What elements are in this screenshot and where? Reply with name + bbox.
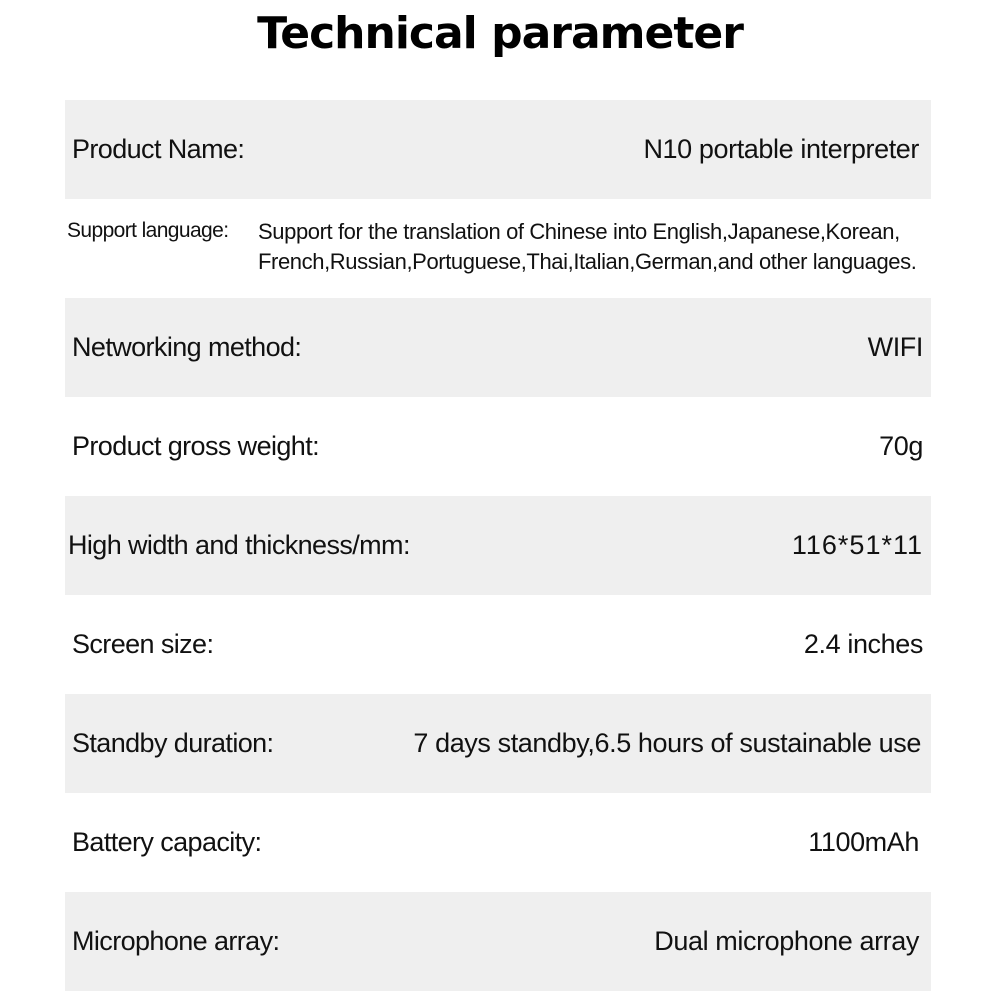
spec-label: Standby duration: bbox=[72, 728, 274, 758]
spec-label: Support language: bbox=[67, 219, 229, 242]
spec-table bbox=[65, 100, 931, 991]
spec-label: Product Name: bbox=[72, 134, 245, 164]
spec-row-dimensions bbox=[65, 496, 931, 595]
spec-row-networking-method bbox=[65, 298, 931, 397]
spec-value: 116*51*11 bbox=[791, 530, 923, 560]
spec-label: Product gross weight: bbox=[72, 431, 320, 461]
spec-row-gross-weight bbox=[65, 397, 931, 496]
spec-label: Microphone array: bbox=[72, 926, 280, 956]
spec-value: Dual microphone array bbox=[654, 926, 919, 956]
spec-value-line: Support for the translation of Chinese into English,Japanese,Korean, bbox=[258, 219, 900, 244]
spec-value: 1100mAh bbox=[808, 827, 919, 857]
spec-value: 2.4 inches bbox=[803, 629, 923, 659]
spec-row-screen-size bbox=[65, 595, 931, 694]
spec-value: N10 portable interpreter bbox=[643, 134, 919, 164]
spec-value-line: French,Russian,Portuguese,Thai,Italian,German,and other languages. bbox=[258, 249, 917, 274]
spec-label: Screen size: bbox=[72, 629, 214, 659]
page-title: Technical parameter bbox=[257, 8, 743, 59]
spec-label: Networking method: bbox=[72, 332, 302, 362]
spec-value bbox=[258, 217, 916, 277]
spec-value: 70g bbox=[879, 431, 923, 461]
spec-value: 7 days standby,6.5 hours of sustainable use bbox=[413, 728, 921, 758]
spec-label: Battery capacity: bbox=[72, 827, 262, 857]
spec-row-product-name bbox=[65, 100, 931, 199]
spec-value: WIFI bbox=[867, 332, 923, 362]
spec-label: High width and thickness/mm: bbox=[68, 530, 410, 560]
spec-row-support-language bbox=[65, 199, 931, 298]
spec-row-microphone-array bbox=[65, 892, 931, 991]
spec-row-standby-duration bbox=[65, 694, 931, 793]
spec-row-battery-capacity bbox=[65, 793, 931, 892]
